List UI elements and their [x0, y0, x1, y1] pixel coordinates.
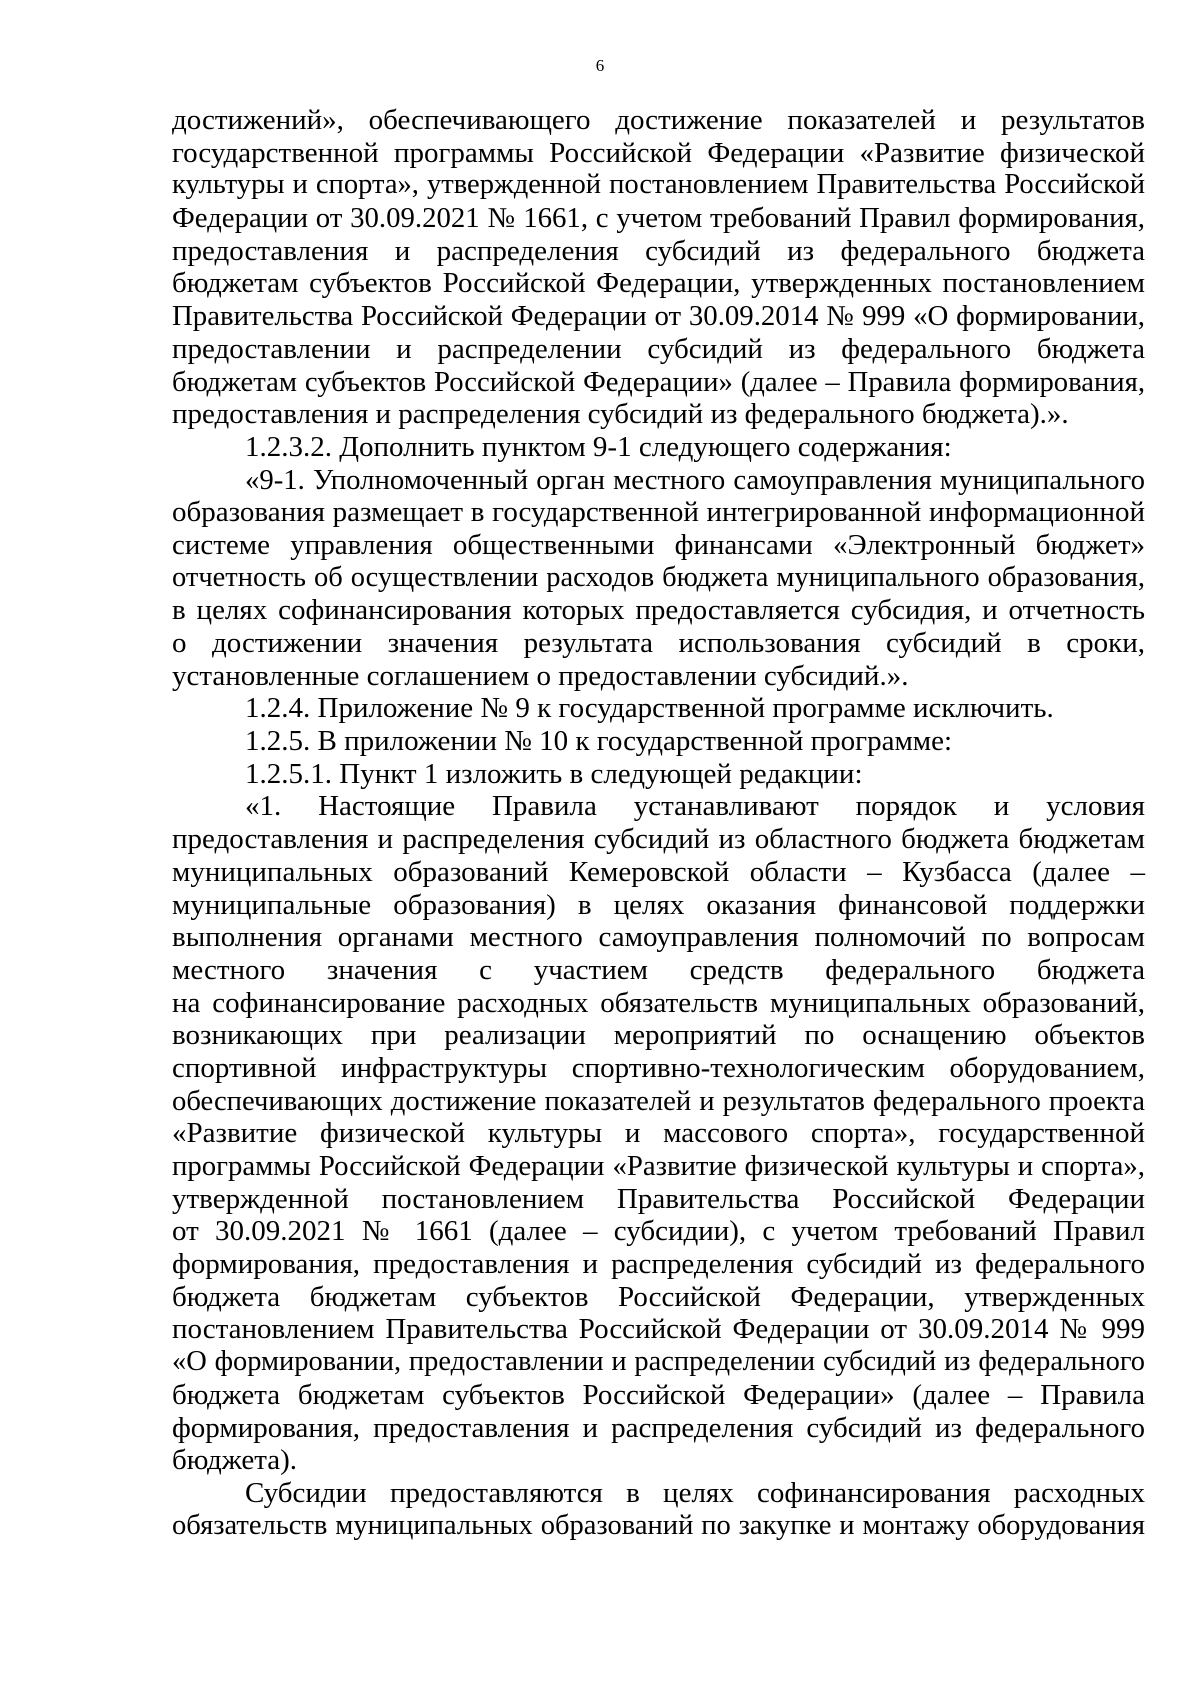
- text-line: утвержденной постановлением Правительства Российской Федерации: [172, 1182, 1145, 1215]
- text-line: выполнения органами местного самоуправления полномочий по вопросам: [172, 921, 1145, 954]
- text-line: предоставления и распределения субсидий из федерального бюджета: [172, 234, 1145, 267]
- text-line: в целях софинансирования которых предоставляется субсидия, и отчетность: [172, 594, 1145, 627]
- text-line: бюджетам субъектов Российской Федерации, утвержденных постановлением: [172, 267, 1145, 300]
- text-line: бюджета).: [172, 1444, 298, 1477]
- text-line: бюджетам субъектов Российской Федерации» (далее – Правила формирования,: [172, 365, 1145, 398]
- text-line: муниципальные образования) в целях оказания финансовой поддержки: [172, 888, 1145, 921]
- text-line: бюджета бюджетам субъектов Российской Федерации» (далее – Правила: [172, 1378, 1145, 1411]
- text-line: Субсидии предоставляются в целях софинансирования расходных: [245, 1476, 1145, 1509]
- text-line: местного значения с участием средств федерального бюджета: [172, 953, 1145, 986]
- text-line: отчетность об осуществлении расходов бюджета муниципального образования,: [172, 561, 1145, 593]
- text-line: 1.2.4. Приложение № 9 к государственной программе исключить.: [245, 692, 1054, 725]
- text-line: «О формировании, предоставлении и распределении субсидий из федерального: [172, 1346, 1145, 1378]
- text-line: предоставлении и распределении субсидий из федерального бюджета: [172, 332, 1145, 365]
- text-line: о достижении значения результата использования субсидий в сроки,: [172, 627, 1145, 659]
- text-line: образования размещает в государственной интегрированной информационной: [172, 496, 1145, 529]
- text-line: «1. Настоящие Правила устанавливают порядок и условия: [245, 790, 1145, 823]
- text-line: предоставления и распределения субсидий из федерального бюджета).».: [172, 398, 1069, 431]
- text-line: культуры и спорта», утвержденной постановлением Правительства Российской: [172, 169, 1145, 201]
- text-line: установленные соглашением о предоставлении субсидий.».: [172, 659, 909, 692]
- document-body: [172, 104, 1145, 1542]
- text-line: системе управления общественными финансами «Электронный бюджет»: [172, 528, 1145, 561]
- text-line: «9-1. Уполномоченный орган местного самоуправления муниципального: [245, 463, 1145, 496]
- page-number: 6: [595, 56, 605, 75]
- text-line: 1.2.3.2. Дополнить пунктом 9-1 следующего содержания:: [245, 430, 952, 463]
- text-line: спортивной инфраструктуры спортивно-технологическим оборудованием,: [172, 1051, 1145, 1084]
- text-line: возникающих при реализации мероприятий по оснащению объектов: [172, 1019, 1145, 1052]
- text-line: формирования, предоставления и распределения субсидий из федерального: [172, 1248, 1145, 1281]
- text-line: постановлением Правительства Российской Федерации от 30.09.2014 № 999: [172, 1313, 1145, 1346]
- text-line: «Развитие физической культуры и массового спорта», государственной: [172, 1117, 1145, 1150]
- text-line: 1.2.5.1. Пункт 1 изложить в следующей редакции:: [245, 757, 863, 790]
- text-line: обеспечивающих достижение показателей и результатов федерального проекта: [172, 1084, 1145, 1117]
- text-line: Правительства Российской Федерации от 30.09.2014 № 999 «О формировании,: [172, 300, 1145, 333]
- text-line: бюджета бюджетам субъектов Российской Федерации, утвержденных: [172, 1280, 1145, 1313]
- text-line: программы Российской Федерации «Развитие физической культуры и спорта»,: [172, 1150, 1145, 1182]
- text-line: муниципальных образований Кемеровской области – Кузбасса (далее –: [172, 855, 1145, 888]
- text-line: формирования, предоставления и распределения субсидий из федерального: [172, 1411, 1145, 1444]
- text-line: предоставления и распределения субсидий из областного бюджета бюджетам: [172, 823, 1145, 856]
- text-line: от 30.09.2021 № 1661 (далее – субсидии), с учетом требований Правил: [172, 1215, 1145, 1248]
- text-line: 1.2.5. В приложении № 10 к государственной программе:: [245, 725, 953, 758]
- text-line: государственной программы Российской Федерации «Развитие физической: [172, 136, 1145, 169]
- text-line: на софинансирование расходных обязательств муниципальных образований,: [172, 986, 1145, 1019]
- text-line: обязательств муниципальных образований по закупке и монтажу оборудования: [172, 1509, 1145, 1541]
- text-line: достижений», обеспечивающего достижение показателей и результатов: [172, 104, 1145, 136]
- text-line: Федерации от 30.09.2021 № 1661, с учетом требований Правил формирования,: [172, 202, 1145, 235]
